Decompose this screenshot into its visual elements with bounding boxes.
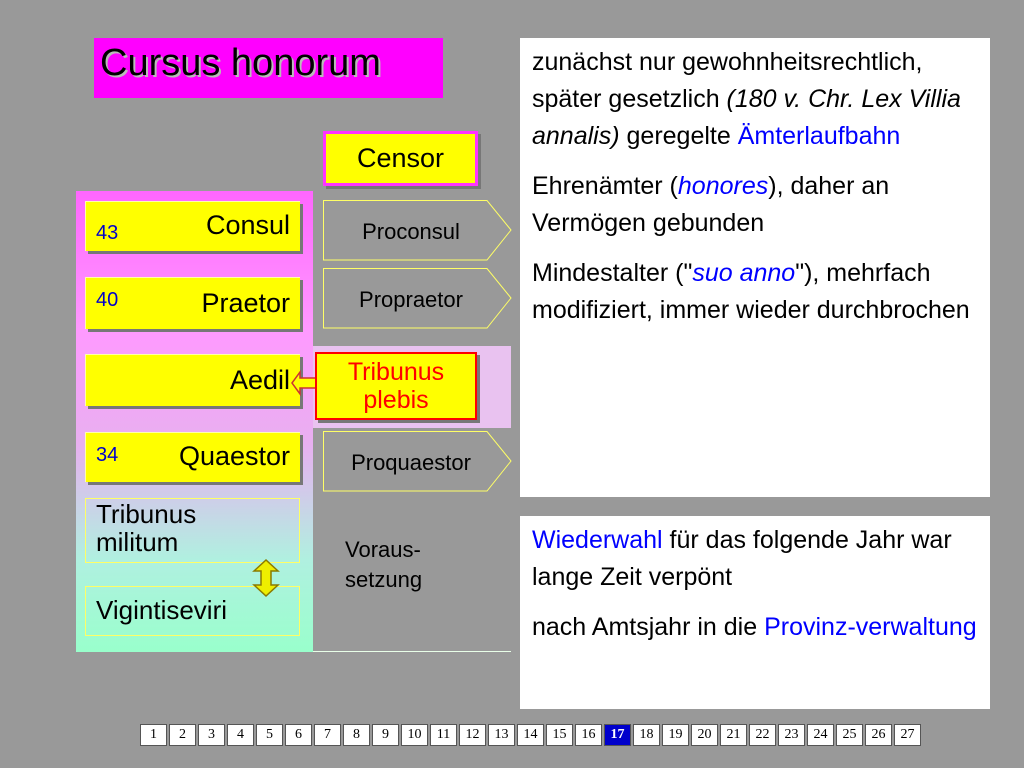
tribunus-militum-line1: Tribunus [96,499,197,529]
panel-bottom-p2 [532,609,980,646]
proquaestor-label: Proquaestor [351,450,471,475]
page-button-3[interactable]: 3 [198,724,225,746]
panel-bottom-p1 [532,522,980,596]
aemterlaufbahn-term: Ämterlaufbahn [737,122,901,150]
praetor-age: 40 [96,289,119,311]
tribunus-plebis-line2: plebis [363,386,429,414]
page-button-11[interactable]: 11 [430,724,457,746]
quaestor-label: Quaestor [178,441,290,471]
voraussetzung-label [345,535,422,595]
double-arrow-vertical-icon [252,557,292,599]
tribunus-militum-line2: militum [96,527,179,557]
page-button-25[interactable]: 25 [836,724,863,746]
office-praetor [85,277,300,329]
wiederwahl-term: Wiederwahl [532,526,663,554]
page-button-9[interactable]: 9 [372,724,399,746]
panel-top-p1 [532,44,980,155]
page-button-21[interactable]: 21 [720,724,747,746]
p3-text: Mindestalter (" [532,259,693,287]
suo-anno-term: suo anno [692,259,796,287]
page-button-19[interactable]: 19 [662,724,689,746]
office-aedil [85,354,300,406]
page-button-17[interactable]: 17 [604,724,631,746]
page-button-15[interactable]: 15 [546,724,573,746]
page-button-5[interactable]: 5 [256,724,283,746]
aedil-label: Aedil [229,365,290,395]
honores-term: honores [677,172,769,200]
page-button-26[interactable]: 26 [865,724,892,746]
panel-top-p3 [532,255,980,329]
page-button-2[interactable]: 2 [169,724,196,746]
slide-title: Cursus honorum [94,38,443,98]
page-button-14[interactable]: 14 [517,724,544,746]
page-button-10[interactable]: 10 [401,724,428,746]
page-button-18[interactable]: 18 [633,724,660,746]
page-button-20[interactable]: 20 [691,724,718,746]
p2-text-b: ), daher an Vermögen gebunden [532,172,890,237]
info-panel-top [520,38,990,497]
band-divider [313,651,511,652]
page-button-1[interactable]: 1 [140,724,167,746]
office-tribunus-militum [85,498,300,563]
vigintiseviri-label: Vigintiseviri [96,595,228,625]
tribunus-plebis-line1: Tribunus [347,358,445,386]
office-consul [85,201,300,251]
page-button-22[interactable]: 22 [749,724,776,746]
page-button-23[interactable]: 23 [778,724,805,746]
page-button-16[interactable]: 16 [575,724,602,746]
p1-text: zunächst nur gewohnheitsrechtlich, später gesetzlich [532,48,923,113]
panel-top-p2 [532,168,980,242]
office-censor: Censor [323,131,478,186]
info-panel-bottom [520,516,990,709]
praetor-label: Praetor [201,288,290,318]
provinzverwaltung-term: Provinz-verwaltung [764,613,977,641]
page-button-7[interactable]: 7 [314,724,341,746]
page-button-24[interactable]: 24 [807,724,834,746]
page-button-12[interactable]: 12 [459,724,486,746]
bp1-text: für das folgende Jahr war lange Zeit verpönt [532,526,952,591]
quaestor-age: 34 [96,444,119,466]
p1-text-b: geregelte [619,122,738,150]
consul-label: Consul [205,210,290,240]
office-tribunus-plebis [315,352,477,420]
page-button-8[interactable]: 8 [343,724,370,746]
p3-text-b: "), mehrfach modifiziert, immer wieder durchbrochen [532,259,970,324]
page-button-13[interactable]: 13 [488,724,515,746]
bp2-text: nach Amtsjahr in die [532,613,765,641]
consul-age: 43 [96,222,119,244]
page-button-4[interactable]: 4 [227,724,254,746]
voraussetzung-line1: Voraus- [345,537,421,562]
voraussetzung-line2: setzung [345,567,423,592]
proconsul-label: Proconsul [362,219,460,244]
p2-text: Ehrenämter ( [532,172,678,200]
office-quaestor [85,432,300,482]
page-button-6[interactable]: 6 [285,724,312,746]
page-button-27[interactable]: 27 [894,724,921,746]
slide-pager [140,724,921,750]
propraetor-label: Propraetor [359,287,463,312]
lex-villia-annalis: (180 v. Chr. Lex Villia annalis) [532,85,961,150]
